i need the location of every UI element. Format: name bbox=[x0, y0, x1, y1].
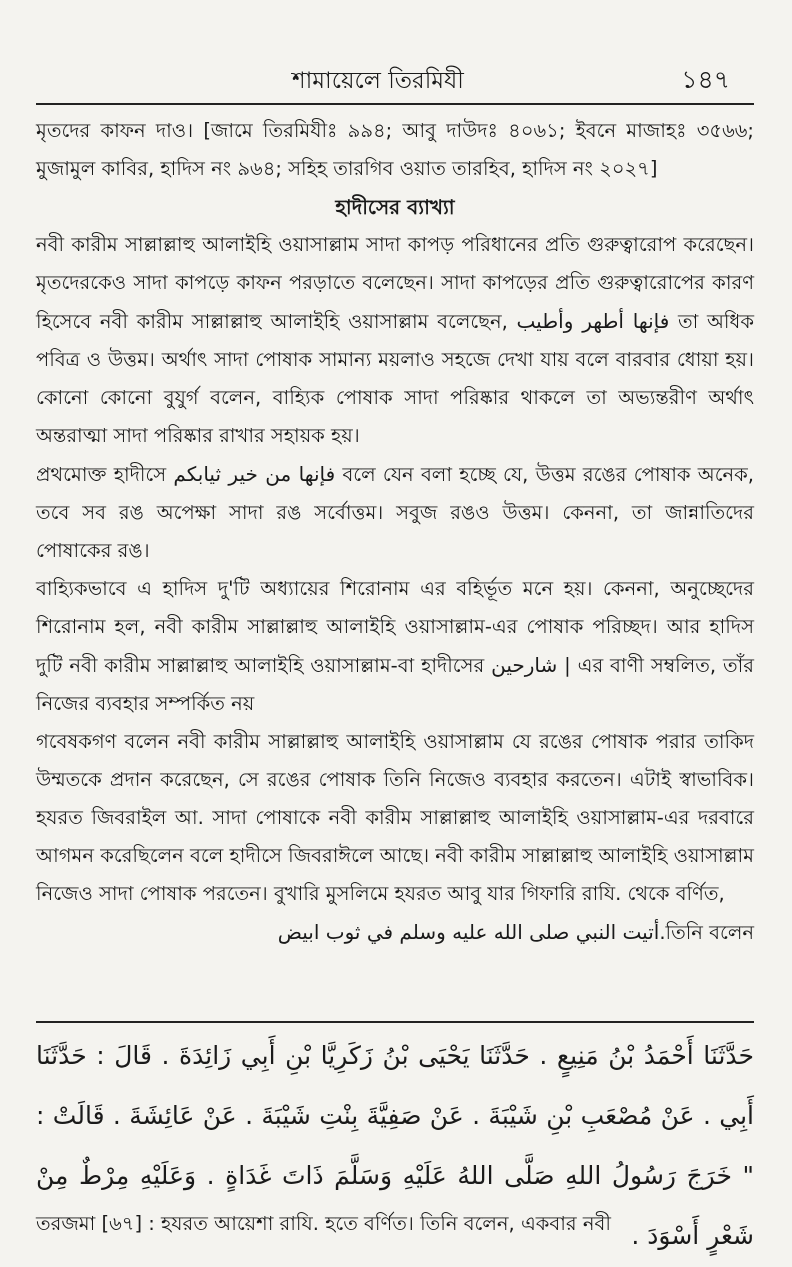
arabic-quote-white-garment: أتيت النبي صلى الله عليه وسلم في ثوب ابيض bbox=[277, 920, 660, 944]
paragraph-first-hadith-text-b: বলে যেন বলা হচ্ছে যে, উত্তম রঙের পোষাক অনেক, তবে সব রঙ অপেক্ষা সাদা রঙ সর্বোত্তম। সবুজ রঙও উত্তম। কেননা, তা জান্নাতিদের পোষাকের রঙ। bbox=[36, 463, 755, 562]
translation-label: তরজমা bbox=[36, 1212, 96, 1235]
running-title: শামায়েলে তিরমিযী bbox=[292, 68, 464, 94]
hadith-divider bbox=[36, 1021, 754, 1023]
paragraph-citation: মৃতদের কাফন দাও। [জামে তিরমিযীঃ ৯৯৪; আবু দাউদঃ ৪০৬১; ইবনে মাজাহঃ ৩৫৬৬; মুজামুল কাবির, হাদিস নং ৯৬৪; সহিহ তারগিব ওয়াত তারহিব, হাদিস নং ২০২৭] bbox=[36, 119, 754, 180]
hadith-arabic: حَدَّثَنَا أَحْمَدُ بْنُ مَنِيعٍ . حَدَّثَنَا يَحْيَى بْنُ زَكَرِيَّا بْنِ أَبِي زَائِدَةَ . قَالَ : حَدَّثَنَا أَبِي . عَنْ مُصْعَبِ بْنِ شَيْبَةَ . عَنْ صَفِيَّةَ بِنْتِ شَيْبَةَ . عَنْ عَائِشَةَ . قَالَتْ : " خَرَجَ رَسُولُ اللهِ صَلَّى اللهُ عَلَيْهِ وَسَلَّمَ ذَاتَ غَدَاةٍ . وَعَلَيْهِ مِرْطٌ مِنْ شَعْرٍ أَسْوَدَ . bbox=[36, 1041, 754, 1250]
paragraph-explanation-text-b: তা অধিক পবিত্র ও উত্তম। অর্থাৎ সাদা পোষাক সামান্য ময়লাও সহজে দেখা যায় বলে বারবার ধোয়া হয়। কোনো কোনো বুযুর্গ বলেন, বাহ্যিক পোষাক সাদা পরিষ্কার থাকলে তা অভ্যন্তরীণ অর্থাৎ অন্তরাত্মা সাদা পরিষ্কার রাখার সহায়ক হয়। bbox=[36, 310, 754, 447]
translation-number: [৬৭] bbox=[101, 1212, 143, 1235]
arabic-quote-best-clothes: فإنها من خير ثيابكم bbox=[173, 462, 336, 486]
arabic-quote-line bbox=[36, 913, 754, 952]
paragraph-chapter-title bbox=[36, 570, 754, 723]
paragraph-researchers-text-a: গবেষকগণ বলেন নবী কারীম সাল্লাল্লাহু আলাইহি ওয়াসাল্লাম যে রঙের পোষাক পরার তাকিদ উম্মতকে প্রদান করেছেন, সে রঙের পোষাক তিনি নিজেও ব্যবহার করতেন। এটাই স্বাভাবিক। হযরত জিবরাইল আ. সাদা পোষাকে নবী কারীম সাল্লাল্লাহু আলাইহি ওয়াসাল্লাম-এর দরবারে আগমন করেছিলেন বলে হাদীসে জিবরাঈলে আছে। নবী কারীম সাল্লাল্লাহু আলাইহি ওয়াসাল্লাম নিজেও সাদা পোষাক পরতেন। বুখারি মুসলিমে হযরত আবু যার গিফারি রাযি. থেকে বর্ণিত, bbox=[36, 730, 754, 905]
arabic-quote-purity: فإنها أطهر وأطيب bbox=[516, 309, 670, 333]
paragraph-researchers bbox=[36, 723, 754, 952]
paragraph-first-hadith-text-a: প্রথমোক্ত হাদীসে bbox=[36, 463, 167, 486]
translation-line bbox=[36, 1206, 754, 1242]
paragraph-first-hadith bbox=[36, 455, 754, 570]
page-number: ১৪৭ bbox=[681, 65, 730, 94]
commentary-body bbox=[36, 112, 754, 952]
paragraph-explanation bbox=[36, 226, 754, 455]
arabic-word-commentators: شارحين bbox=[491, 653, 558, 677]
header-rule bbox=[36, 103, 754, 105]
paragraph-chapter-title-text-b: | এর বাণী সম্বলিত, তাঁর নিজের ব্যবহার সম্পর্কিত নয় bbox=[36, 654, 755, 715]
section-heading: হাদীসের ব্যাখ্যা bbox=[335, 195, 455, 219]
paragraph-researchers-text-b: .তিনি বলেন bbox=[659, 921, 754, 944]
translation-text: : হযরত আয়েশা রাযি. হতে বর্ণিত। তিনি বলেন, একবার নবী bbox=[148, 1212, 611, 1235]
paragraph-explanation-text-a: নবী কারীম সাল্লাল্লাহু আলাইহি ওয়াসাল্লাম সাদা কাপড় পরিধানের প্রতি গুরুত্বারোপ করেছেন। মৃতদেরকেও সাদা কাপড়ে কাফন পরড়াতে বলেছেন। সাদা কাপড়ের প্রতি গুরুত্বারোপের কারণ হিসেবে নবী কারীম সাল্লাল্লাহু আলাইহি ওয়াসাল্লাম বলেছেন, bbox=[36, 233, 754, 333]
page-header bbox=[0, 58, 792, 98]
paragraph-chapter-title-text-a: বাহ্যিকভাবে এ হাদিস দু'টি অধ্যায়ের শিরোনাম এর বহির্ভূত মনে হয়। কেননা, অনুচ্ছেদের শিরোনাম হল, নবী কারীম সাল্লাল্লাহু আলাইহি ওয়াসাল্লাম-এর পোষাক পরিচ্ছদ। আর হাদিস দুটি নবী কারীম সাল্লাল্লাহু আলাইহি ওয়াসাল্লাম-বা হাদীসের bbox=[36, 577, 754, 677]
